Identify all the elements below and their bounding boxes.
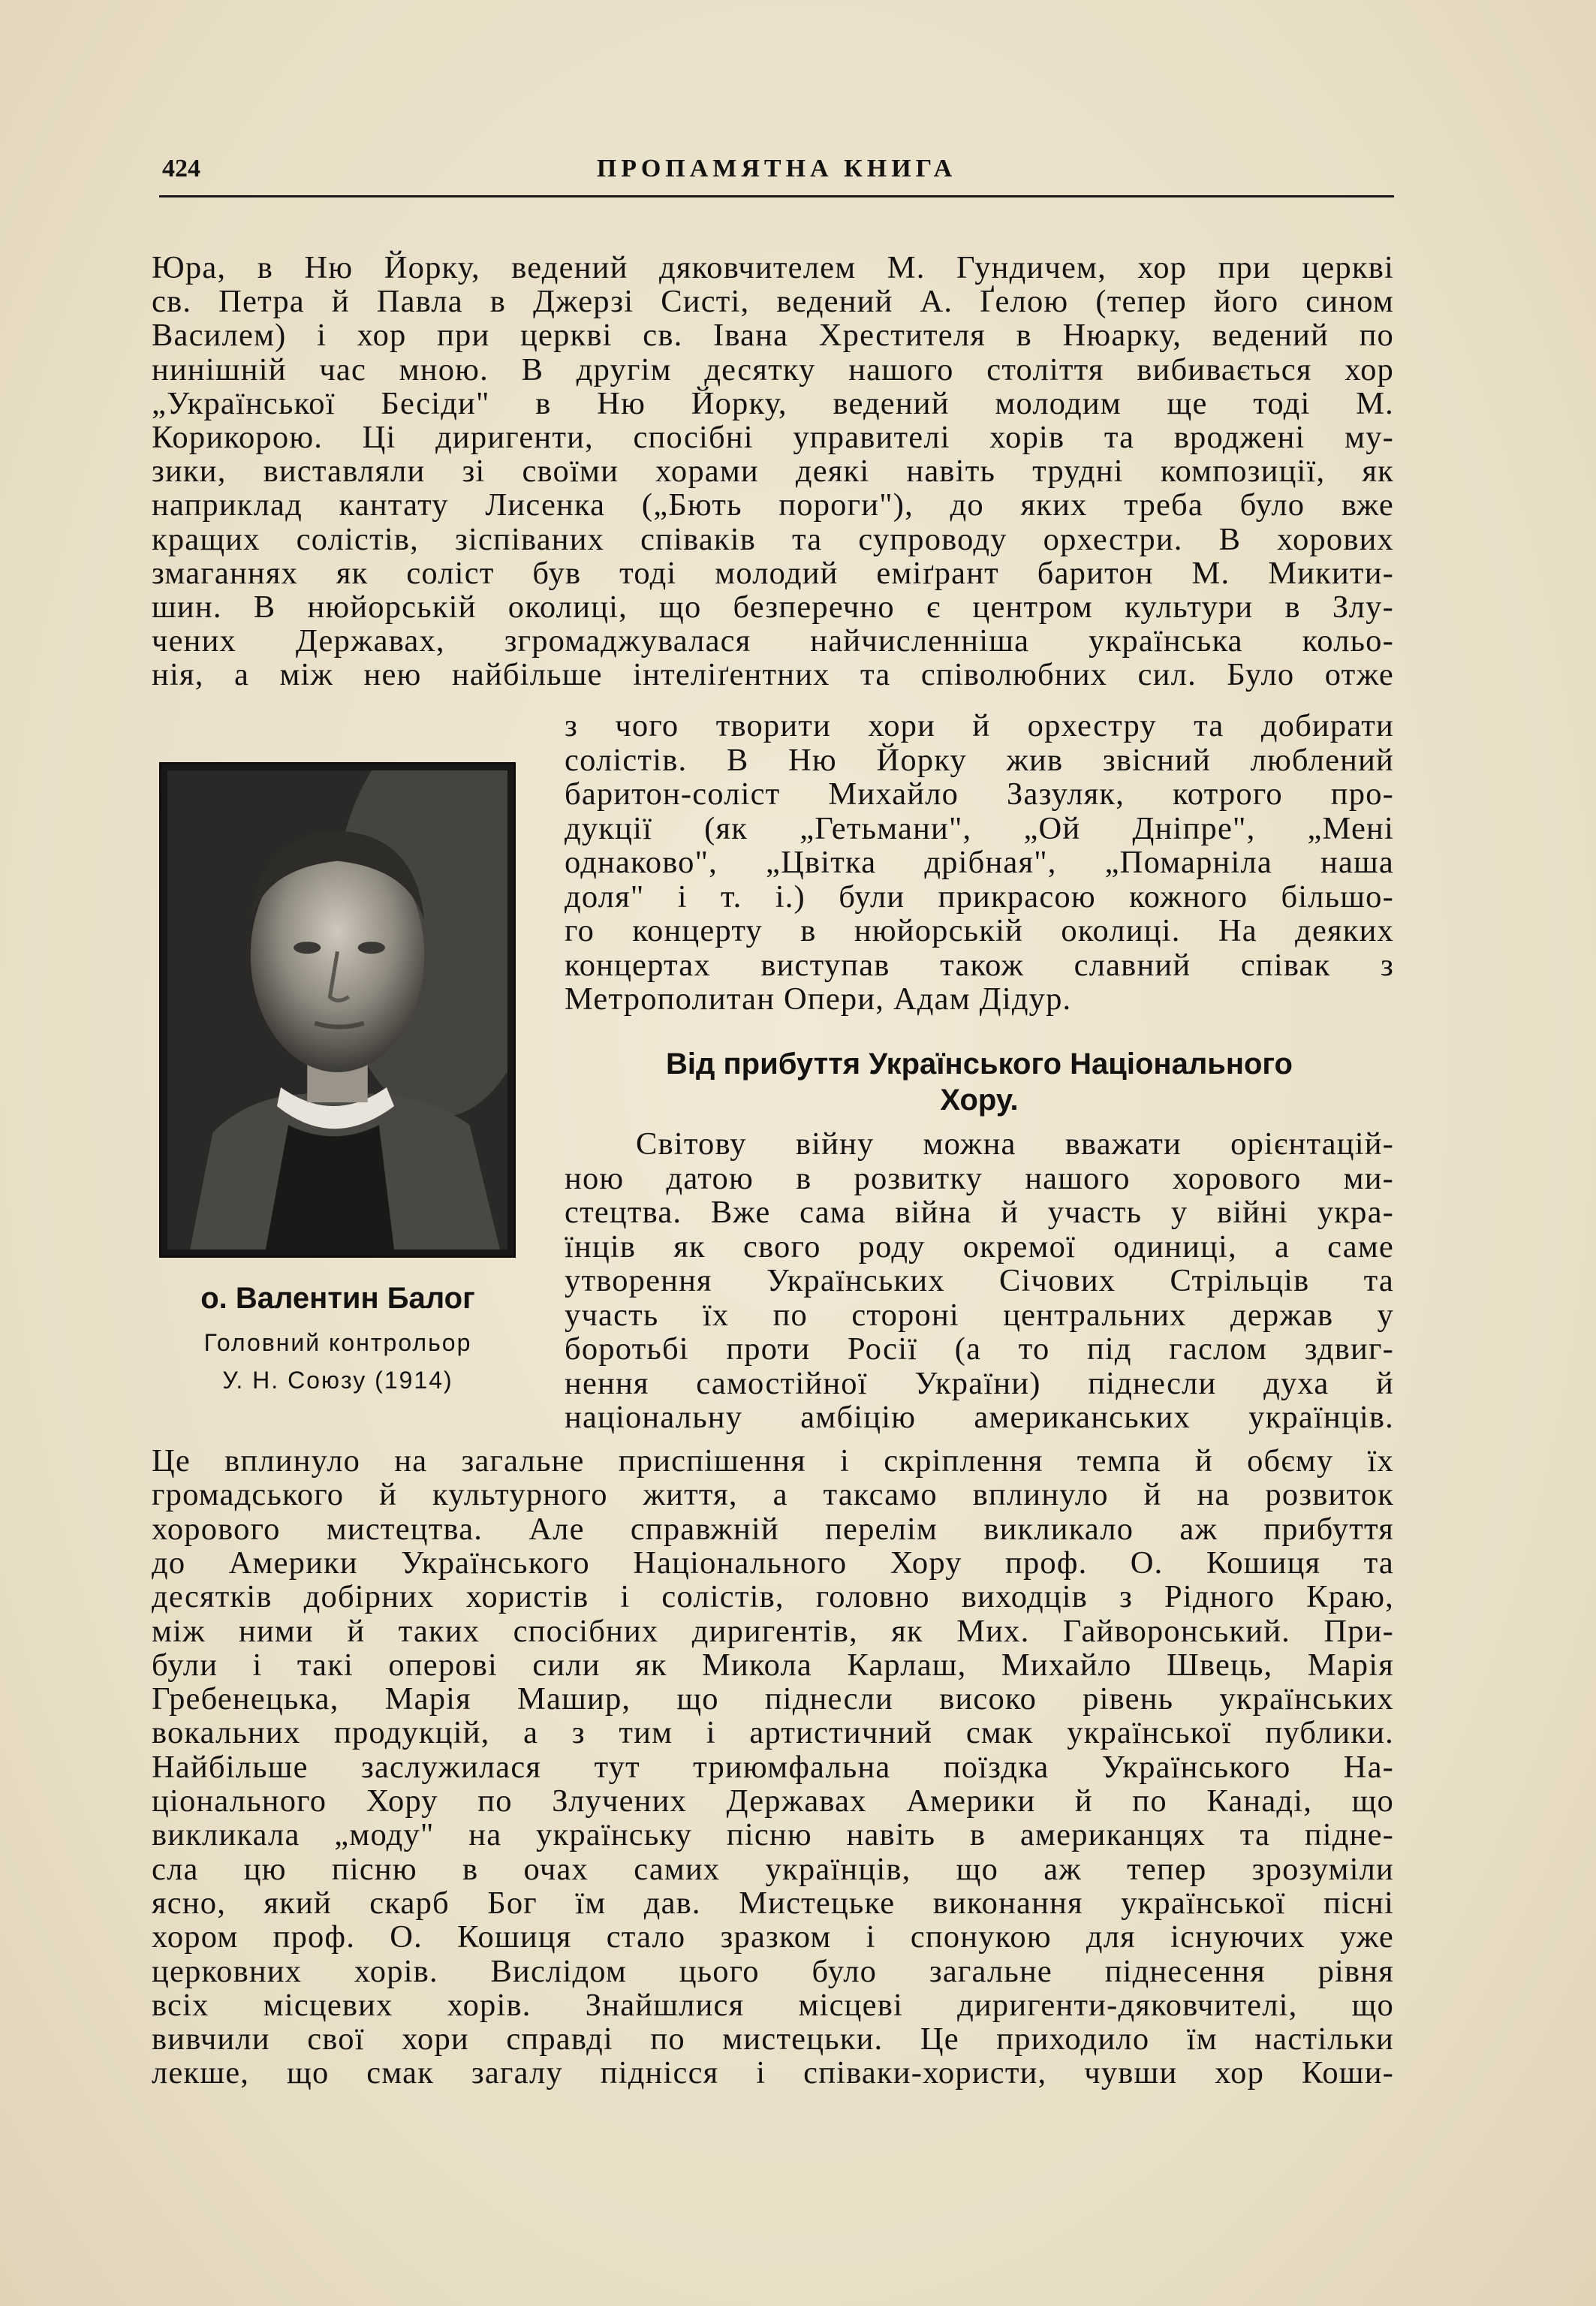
text-line: були і такі оперові сили як Микола Карлаш, Михайло Швець, Марія xyxy=(152,1647,1394,1683)
text-line: зики, виставляли зі своїми хорами деякі навіть трудні композиції, як xyxy=(152,454,1394,490)
text-line: між ними й таких спосібних диригентів, як Мих. Гайворонський. При- xyxy=(152,1613,1394,1649)
text-line: однаково", „Цвітка дрібная", „Помарніла наша xyxy=(565,845,1394,880)
text-line: Метрополитан Опери, Адам Дідур. xyxy=(565,981,1072,1017)
portrait-drawing xyxy=(167,770,507,1249)
text-line: Світову війну можна вважати орієнтацій- xyxy=(636,1126,1394,1162)
text-line: го концерту в нюйорській околиці. На деяких xyxy=(565,913,1394,948)
text-line: шин. В нюйорській околиці, що безперечно є центром культури в Злу- xyxy=(152,589,1394,625)
text-line: до Америки Українського Національного Хору проф. О. Кошиця та xyxy=(152,1545,1394,1581)
text-line: Це вплинуло на загальне приспішення і скріплення темпа й обєму їх xyxy=(152,1443,1394,1479)
portrait-image xyxy=(167,770,507,1249)
photo-caption-line-2: У. Н. Союзу (1914) xyxy=(222,1367,453,1394)
text-line: ціонального Хору по Злучених Державах Америки й по Канаді, що xyxy=(152,1783,1394,1819)
text-line: сла цю пісню в очах самих українців, що аж тепер зрозуміли xyxy=(152,1851,1394,1887)
text-line: громадського й культурного життя, а таксамо вплинуло й на розвиток xyxy=(152,1477,1394,1513)
text-line: „Української Бесіди" в Ню Йорку, ведений молодим ще тоді М. xyxy=(152,385,1394,421)
text-line: змаганнях як соліст був тоді молодий еміґрант баритон М. Микити- xyxy=(152,555,1394,591)
text-line: св. Петра й Павла в Джерзі Сиcті, ведений А. Ґелою (тепер його сином xyxy=(152,284,1394,320)
text-line: Гребенецька, Марія Машир, що піднесли високо рівень українських xyxy=(152,1681,1394,1717)
text-line: чених Державах, згромаджувалася найчисленніша українська кольо- xyxy=(152,623,1394,659)
text-line: нення самостійної України) піднесли духа й xyxy=(565,1365,1394,1401)
running-title: ПРОПАМЯТНА КНИГА xyxy=(596,155,957,182)
text-line: хорового мистецтва. Але справжній перелім викликало аж прибуття xyxy=(152,1511,1394,1547)
text-line: солістів. В Ню Йорку жив звісний люблений xyxy=(565,742,1394,778)
text-line: стецтва. Вже сама війна й участь у війні укра- xyxy=(565,1195,1394,1230)
text-line: хором проф. О. Кошиця стало зразком і спонукою для існуючих уже xyxy=(152,1919,1394,1955)
text-line: національну амбіцію американських українців. xyxy=(565,1400,1394,1435)
text-line: концертах виступав також славний співак з xyxy=(565,947,1394,983)
text-line: боротьбі проти Росії (а то під гаслом здвиг- xyxy=(565,1331,1394,1367)
text-line: нинішній час мною. В другім десятку нашого століття вибивається хор xyxy=(152,351,1394,387)
text-line: ясно, який скарб Бог їм дав. Мистецьке виконання української пісні xyxy=(152,1885,1394,1921)
photo-caption-line-1: Головний контрольор xyxy=(203,1329,472,1356)
text-line: доля" і т. і.) були прикрасою кожного більшо- xyxy=(565,879,1394,915)
text-line: баритон-соліст Михайло Зазуляк, котрого про- xyxy=(565,776,1394,812)
text-line: викликала „моду" на українську пісню навіть в американцях та підне- xyxy=(152,1817,1394,1853)
text-line: вокальних продукцій, а з тим і артистичний смак української публики. xyxy=(152,1715,1394,1751)
text-line: вивчили свої хори справді по мистецьки. Це приходило їм настільки xyxy=(152,2021,1394,2057)
page-header xyxy=(159,150,1394,197)
text-line: Юра, в Ню Йорку, ведений дяковчителем М. Гундичем, хор при церкві xyxy=(152,250,1394,285)
section-heading-line-1: Від прибуття Українського Національного xyxy=(666,1047,1293,1081)
text-line: Найбільше заслужилася тут триюмфальна поїздка Українського На- xyxy=(152,1749,1394,1785)
text-line: лекше, що смак загалу піднісся і співаки-хористи, чувши хор Коши- xyxy=(152,2055,1394,2091)
text-line: Корикорою. Ці диригенти, спосібні управителі хорів та вроджені му- xyxy=(152,420,1394,455)
text-line: з чого творити хори й орхестру та добирати xyxy=(565,708,1394,743)
text-line: Василем) і хор при церкві св. Івана Хрестителя в Нюарку, ведений по xyxy=(152,318,1394,354)
text-line: десятків добірних хористів і солістів, головно виходців з Рідного Краю, xyxy=(152,1579,1394,1615)
text-line: нія, а між нею найбільше інтеліґентних та співолюбних сил. Було отже xyxy=(152,657,1394,693)
section-heading-line-2: Хору. xyxy=(940,1084,1019,1117)
text-line: участь їх по стороні центральних держав у xyxy=(565,1297,1394,1333)
text-line: утворення Українських Січових Стрільців та xyxy=(565,1263,1394,1298)
text-line: церковних хорів. Вислідом цього було загальне піднесення рівня xyxy=(152,1953,1394,1989)
text-line: кращих солістів, зіспіваних співаків та супроводу орхестри. В хорових xyxy=(152,521,1394,557)
page-number: 424 xyxy=(162,155,200,182)
text-line: їнців як свого роду окремої одиниці, а саме xyxy=(565,1228,1394,1265)
text-line: дукції (як „Гетьмани", „Ой Дніпре", „Мені xyxy=(565,810,1394,846)
portrait-photo xyxy=(159,762,516,1258)
photo-caption-name: о. Валентин Балог xyxy=(200,1282,475,1315)
text-line: ною датою в розвитку нашого хорового ми- xyxy=(565,1160,1394,1196)
text-line: наприклад кантату Лисенка („Бють пороги"), до яких треба було вже xyxy=(152,487,1394,523)
text-line: всіх місцевих хорів. Знайшлися місцеві диригенти-дяковчителі, що xyxy=(152,1987,1394,2023)
